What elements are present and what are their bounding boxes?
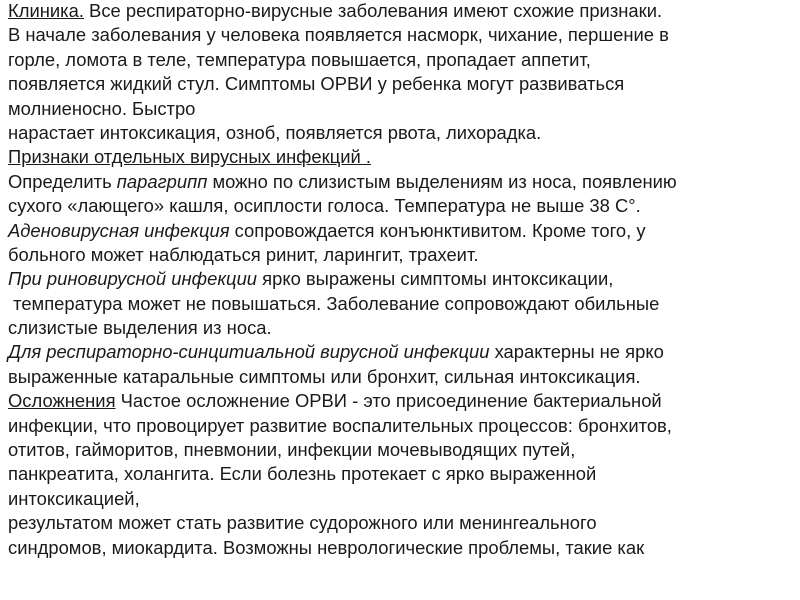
underlined-heading: Клиника. [8, 0, 84, 21]
italic-term: Для респираторно-синцитиальной вирусной инфекции [8, 341, 490, 363]
italic-term: Аденовирусная инфекция [8, 219, 230, 241]
text-run: интоксикацией, [8, 487, 140, 509]
text-run: синдромов, миокардита. Возможны неврологические проблемы, такие как [8, 536, 645, 558]
text-line [8, 511, 800, 535]
text-run: выраженные катаральные симптомы или бронхит, сильная интоксикация. [8, 365, 641, 387]
text-run: ярко выражены симптомы интоксикации, [257, 268, 614, 290]
text-line [8, 316, 800, 340]
text-run: нарастает интоксикация, озноб, появляется рвота, лихорадка. [8, 121, 542, 143]
text-run: отитов, гайморитов, пневмонии, инфекции мочевыводящих путей, [8, 439, 576, 461]
text-line [8, 170, 800, 194]
text-run: Определить [8, 170, 117, 192]
text-run: температура может не повышаться. Заболевание сопровождают обильные [8, 292, 660, 314]
text-run: сухого «лающего» кашля, осиплости голоса. Температура не выше 38 С°. [8, 195, 641, 217]
text-run: Частое осложнение ОРВИ - это присоединение бактериальной [115, 390, 662, 412]
text-run: панкреатита, холангита. Если болезнь протекает с ярко выраженной [8, 463, 597, 485]
text-line [8, 97, 800, 121]
text-run: больного может наблюдаться ринит, ларингит, трахеит. [8, 243, 479, 265]
text-run: слизистые выделения из носа. [8, 317, 272, 339]
text-run: характерны не ярко [489, 341, 664, 363]
text-run: Все респираторно-вирусные заболевания имеют схожие признаки. [83, 0, 663, 21]
text-line [8, 414, 800, 438]
text-line [8, 194, 800, 218]
text-run: В начале заболевания у человека появляется насморк, чихание, першение в [8, 24, 669, 46]
text-run: появляется жидкий стул. Симптомы ОРВИ у ребенка могут развиваться [8, 73, 625, 95]
italic-term: При риновирусной инфекции [8, 268, 258, 290]
text-line [8, 462, 800, 486]
text-run: горле, ломота в теле, температура повышается, пропадает аппетит, [8, 48, 591, 70]
text-line [8, 48, 800, 72]
text-line [8, 72, 800, 96]
text-line [8, 243, 800, 267]
text-line [8, 145, 800, 169]
text-line [8, 121, 800, 145]
text-line [8, 365, 800, 389]
text-line [8, 487, 800, 511]
text-line [8, 292, 800, 316]
text-line [8, 389, 800, 413]
text-run: молниеносно. Быстро [8, 97, 196, 119]
text-run: инфекции, что провоцирует развитие воспалительных процессов: бронхитов, [8, 414, 672, 436]
text-line [8, 267, 800, 291]
document-text [8, 0, 800, 560]
text-line [8, 0, 800, 23]
text-run: сопровождается конъюнктивитом. Кроме того, у [229, 219, 646, 241]
text-line [8, 23, 800, 47]
italic-term: парагрипп [116, 170, 208, 192]
underlined-heading: Осложнения [8, 390, 116, 412]
text-run: результатом может стать развитие судорожного или менингеального [8, 512, 597, 534]
text-line [8, 536, 800, 560]
text-line [8, 219, 800, 243]
text-line [8, 340, 800, 364]
text-line [8, 438, 800, 462]
text-run: можно по слизистым выделениям из носа, появлению [207, 170, 677, 192]
underlined-heading: Признаки отдельных вирусных инфекций . [8, 146, 371, 168]
